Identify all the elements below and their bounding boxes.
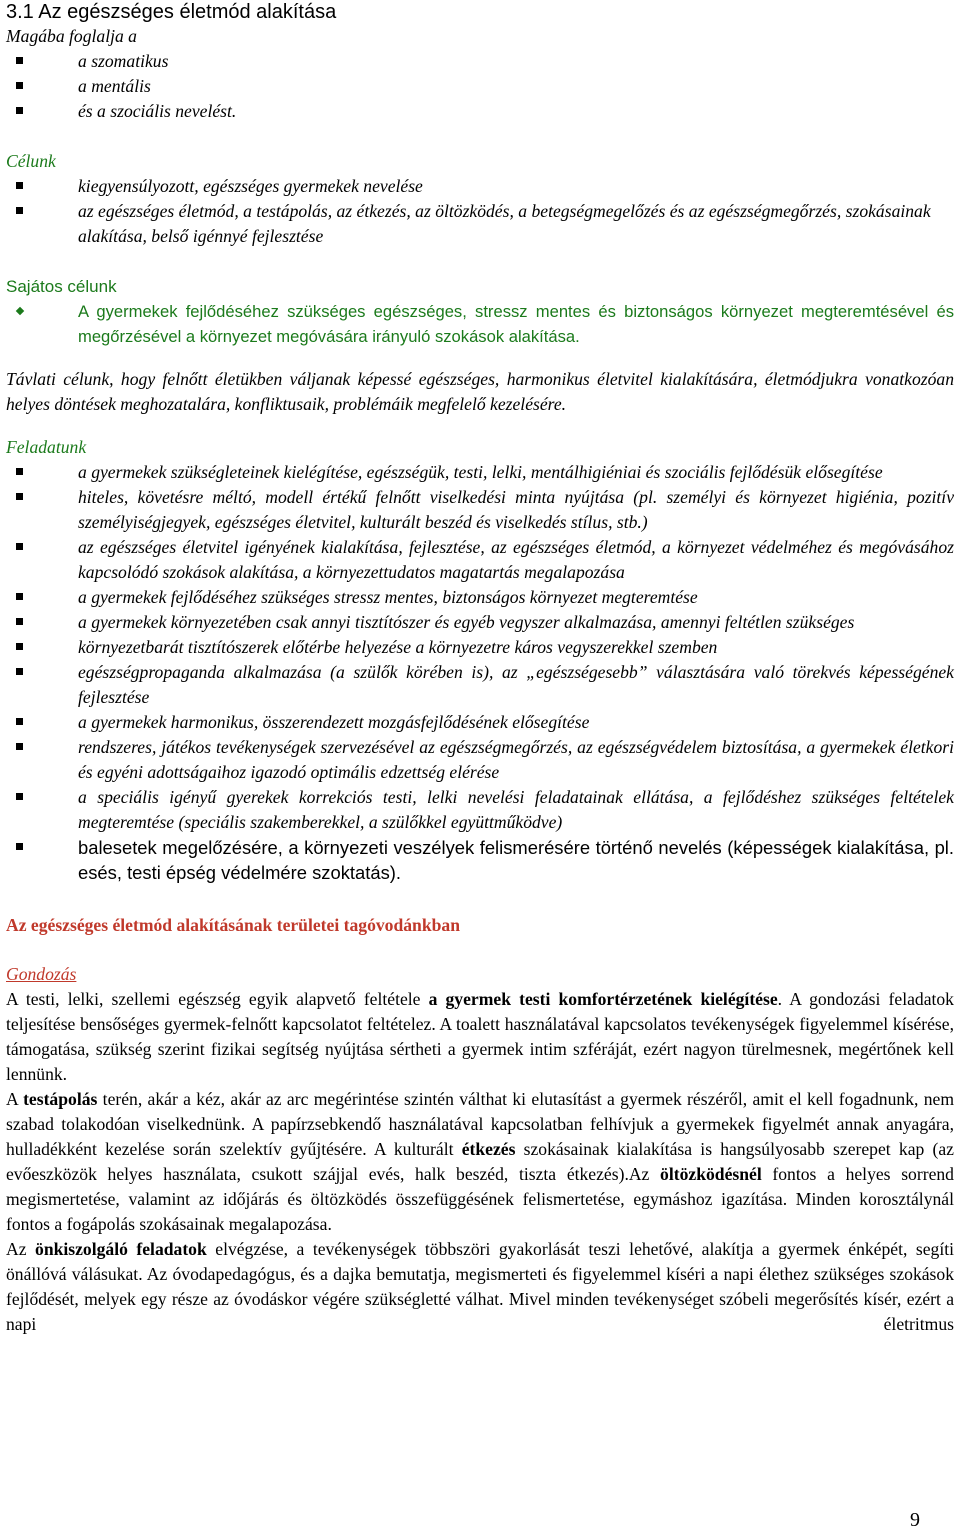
section-heading: 3.1 Az egészséges életmód alakítása [6,1,337,23]
list-item: a gyermekek szükségleteinek kielégítése, egészségük, testi, lelki, mentálhigiéniai és szociális fejlődésük elősegítése [6,460,954,485]
list-item: a gyermekek fejlődéséhez szükséges stressz mentes, biztonságos környezet megteremtése [6,585,954,610]
list-item: egészségpropaganda alkalmazása (a szülők körében is), az „egészségesebb” választására való törekvés képességének fejlesztése [6,660,954,710]
list-item: balesetek megelőzésére, a környezeti veszélyek felismerésére történő nevelés (képességek kialakítása, pl. esés, testi épség védelmére szoktatás). [6,835,954,885]
goal-list [6,174,954,249]
text-run-bold: a gyermek testi komfortérzetének kielégítése [428,989,778,1009]
care-paragraph-2 [6,1087,954,1237]
areas-title: Az egészséges életmód alakításának területei tagóvodánkban [6,915,460,935]
tasks-title: Feladatunk [6,437,87,457]
page-number: 9 [910,1509,920,1531]
tasks-list [6,460,954,885]
list-item: a gyermekek környezetében csak annyi tisztítószer és egyéb vegyszer alkalmazása, amennyi feltétlen szükséges [6,610,954,635]
text-run: fontos a helyes sorrend megismertetése, valamint az időjárás és öltözködés összefüggésének felismertetése, egymáshoz igazítása. Minden korosztálynál fontos a fogápolás szokásainak megalapozása. [6,1164,954,1234]
text-run-bold: önkiszolgáló feladatok [35,1239,207,1259]
list-item: rendszeres, játékos tevékenységek szervezésével az egészségmegőrzés, az egészségvédelem biztosítása, a gyermekek életkori és egyéni adottságaihoz igazodó optimális edzettség elérése [6,735,954,785]
text-run-bold: étkezés [461,1139,516,1159]
text-run: Az [6,1239,36,1259]
text-run: A [6,1089,24,1109]
care-paragraph-1 [6,987,954,1087]
intro-list [6,49,954,124]
text-run: A testi, lelki, szellemi egészség egyik alapvető feltétele [6,989,429,1009]
list-item: környezetbarát tisztítószerek előtérbe helyezése a környezetre káros vegyszerekkel szemben [6,635,954,660]
text-run-bold: öltözködésnél [660,1164,762,1184]
document-page [6,0,954,1337]
list-item: az egészséges életmód, a testápolás, az étkezés, az öltözködés, a betegségmegelőzés és az egészségmegőrzés, szokásainak alakítása, belső igénnyé fejlesztése [6,199,954,249]
specific-goal-list [6,299,954,349]
list-item: A gyermekek fejlődéséhez szükséges egészséges, stressz mentes és biztonságos környezet megteremtésével és megőrzésével a környezet megóvására irányuló szokások alakítása. [6,299,954,349]
longterm-goal: Távlati célunk, hogy felnőtt életükben váljanak képessé egészséges, harmonikus életvitel kialakítására, életmódjukra vonatkozóan helyes döntések meghozatalára, konfliktusaik, problémáik megfelelő kezelésére. [6,369,954,414]
intro-lead: Magába foglalja a [6,26,137,46]
text-run: . A gondozási feladatok teljesítése bensőséges gyermek-felnőtt kapcsolatot feltételez. A toalett használatával kapcsolatos tevékenységek figyelemmel kísérése, támogatása, szükség szerint fizikai segítség nyújtása sértheti a gyermek intim szféráját, ezért nagyon türelmesnek, megértőnek kell lennünk. [6,989,954,1084]
specific-goal-title: Sajátos célunk [6,277,117,296]
text-run: szokásainak kialakítása is hangsúlyosabb szerepet kap (az evőeszközök helyes használata, csukott szájjal evés, halk beszéd, tiszta étkezés).Az [6,1139,954,1184]
list-item: a gyermekek harmonikus, összerendezett mozgásfejlődésének elősegítése [6,710,954,735]
text-run: elvégzése, a tevékenységek többszöri gyakorlását teszi lehetővé, alakítja a gyermek énképét, segíti önállóvá válásukat. Az óvodapedagógus, és a dajka bemutatja, megismerteti és figyelemmel kíséri a napi élethez szükséges szokások fejlődését, melyek egy része az óvodáskor végére szükségletté válhat. Mivel minden tevékenységet szóbeli megerősítés kísér, ezért a napi életritmus [6,1239,954,1334]
list-item: és a szociális nevelést. [6,99,954,124]
list-item: a szomatikus [6,49,954,74]
list-item: hiteles, követésre méltó, modell értékű felnőtt viselkedési minta nyújtása (pl. személyi és környezet higiénia, pozitív személyiségjegyek, egészséges életvitel, kulturált beszéd és viselkedés stílus, stb.) [6,485,954,535]
care-paragraph-3 [6,1237,954,1337]
list-item: kiegyensúlyozott, egészséges gyermekek nevelése [6,174,954,199]
list-item: az egészséges életvitel igényének kialakítása, fejlesztése, az egészséges életmód, a környezet védelméhez és megóvásához kapcsolódó szokások alakítása, a környezettudatos magatartás megalapozása [6,535,954,585]
text-run-bold: testápolás [23,1089,98,1109]
care-title: Gondozás [6,964,77,984]
list-item: a mentális [6,74,954,99]
list-item: a speciális igényű gyerekek korrekciós testi, lelki nevelési feladatainak ellátása, a fejlődéshez szükséges feltételek megteremtése (speciális szakemberekkel, a szülőkkel együttműködve) [6,785,954,835]
goal-title: Célunk [6,151,56,171]
text-run: terén, akár a kéz, akár az arc megérintése szintén válthat ki elutasítást a gyermek részéről, amit el kell fogadnunk, nem szabad tolakodóan viselkednünk. A papírzsebkendő használatával kapcsolatban felhívjuk a gyermekek figyelmét annak anyagára, hulladékként kezelése során szelektív gyűjtésére. A kulturált [6,1089,955,1159]
